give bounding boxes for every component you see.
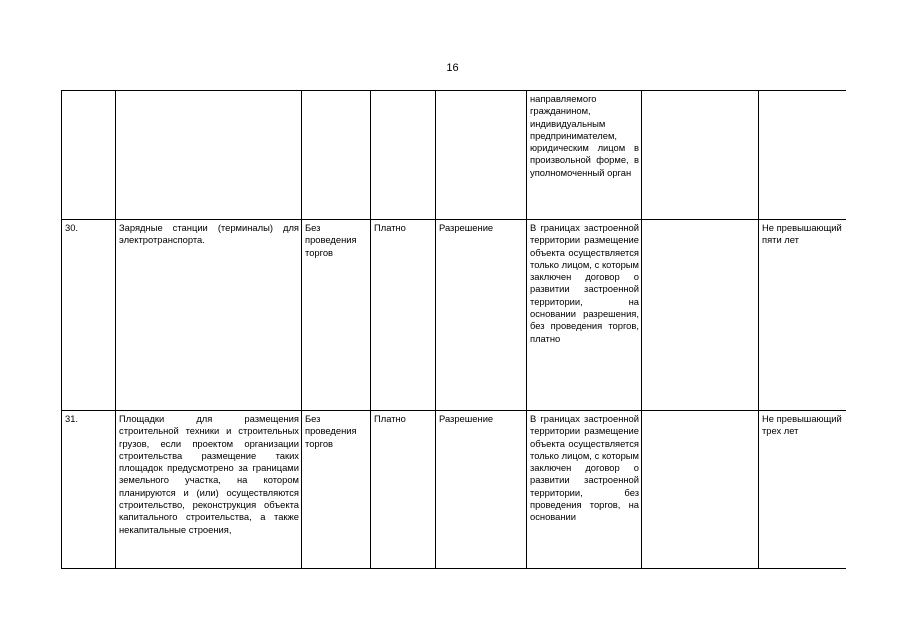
- conditions-cell: [527, 91, 642, 220]
- extra-cell: [642, 411, 759, 570]
- payment-cell: [371, 220, 436, 411]
- extra-cell: [642, 220, 759, 411]
- row-number-cell: [62, 91, 116, 220]
- regulations-table: [61, 90, 846, 569]
- payment-cell: [371, 411, 436, 570]
- term-cell: [759, 220, 847, 411]
- procedure-cell: [302, 91, 371, 220]
- object-name-cell: [116, 411, 302, 570]
- document-text: Разрешение: [439, 413, 494, 424]
- regulations-table-container: [61, 90, 846, 569]
- row-number: 31.: [65, 413, 79, 424]
- document-cell: [436, 411, 527, 570]
- procedure-cell: [302, 411, 371, 570]
- object-name: Зарядные станции (терминалы) для электротранспорта.: [119, 222, 299, 246]
- row-number-cell: [62, 411, 116, 570]
- table-row: [62, 411, 847, 570]
- conditions-text: В границах застроенной территории размещение объекта осуществляется только лицом, с которым заключен договор о развитии застроенной территории, на основании разрешения, без проведения торгов, платно: [530, 222, 639, 344]
- conditions-text: направляемого гражданином, индивидуальным предпринимателем, юридическим лицом в произвольной форме, в уполномоченный орган: [530, 93, 639, 178]
- object-name: Площадки для размещения строительной техники и строительных грузов, если проектом организации строительства размещение таких площадок предусмотрено за границами земельного участка, на котором планируются и (или) осуществляются строительство, реконструкция объекта капитального строительства, а также некапитальные строения,: [119, 413, 299, 535]
- row-number: 30.: [65, 222, 79, 233]
- term-text: Не превышающий трех лет: [762, 413, 842, 437]
- conditions-text: В границах застроенной территории размещение объекта осуществляется только лицом, с которым заключен договор о развитии застроенной территории, без проведения торгов, на основании: [530, 413, 639, 523]
- payment-cell: [371, 91, 436, 220]
- procedure-text: Без проведения торгов: [305, 413, 357, 449]
- procedure-cell: [302, 220, 371, 411]
- payment-text: Платно: [374, 222, 406, 233]
- document-text: Разрешение: [439, 222, 494, 233]
- conditions-cell: [527, 411, 642, 570]
- object-name-cell: [116, 91, 302, 220]
- row-number-cell: [62, 220, 116, 411]
- page-number: 16: [446, 62, 459, 74]
- term-cell: [759, 91, 847, 220]
- table-row: [62, 220, 847, 411]
- extra-cell: [642, 91, 759, 220]
- document-cell: [436, 91, 527, 220]
- object-name-cell: [116, 220, 302, 411]
- procedure-text: Без проведения торгов: [305, 222, 357, 258]
- term-cell: [759, 411, 847, 570]
- document-cell: [436, 220, 527, 411]
- table-row: [62, 91, 847, 220]
- conditions-cell: [527, 220, 642, 411]
- payment-text: Платно: [374, 413, 406, 424]
- term-text: Не превышающий пяти лет: [762, 222, 842, 246]
